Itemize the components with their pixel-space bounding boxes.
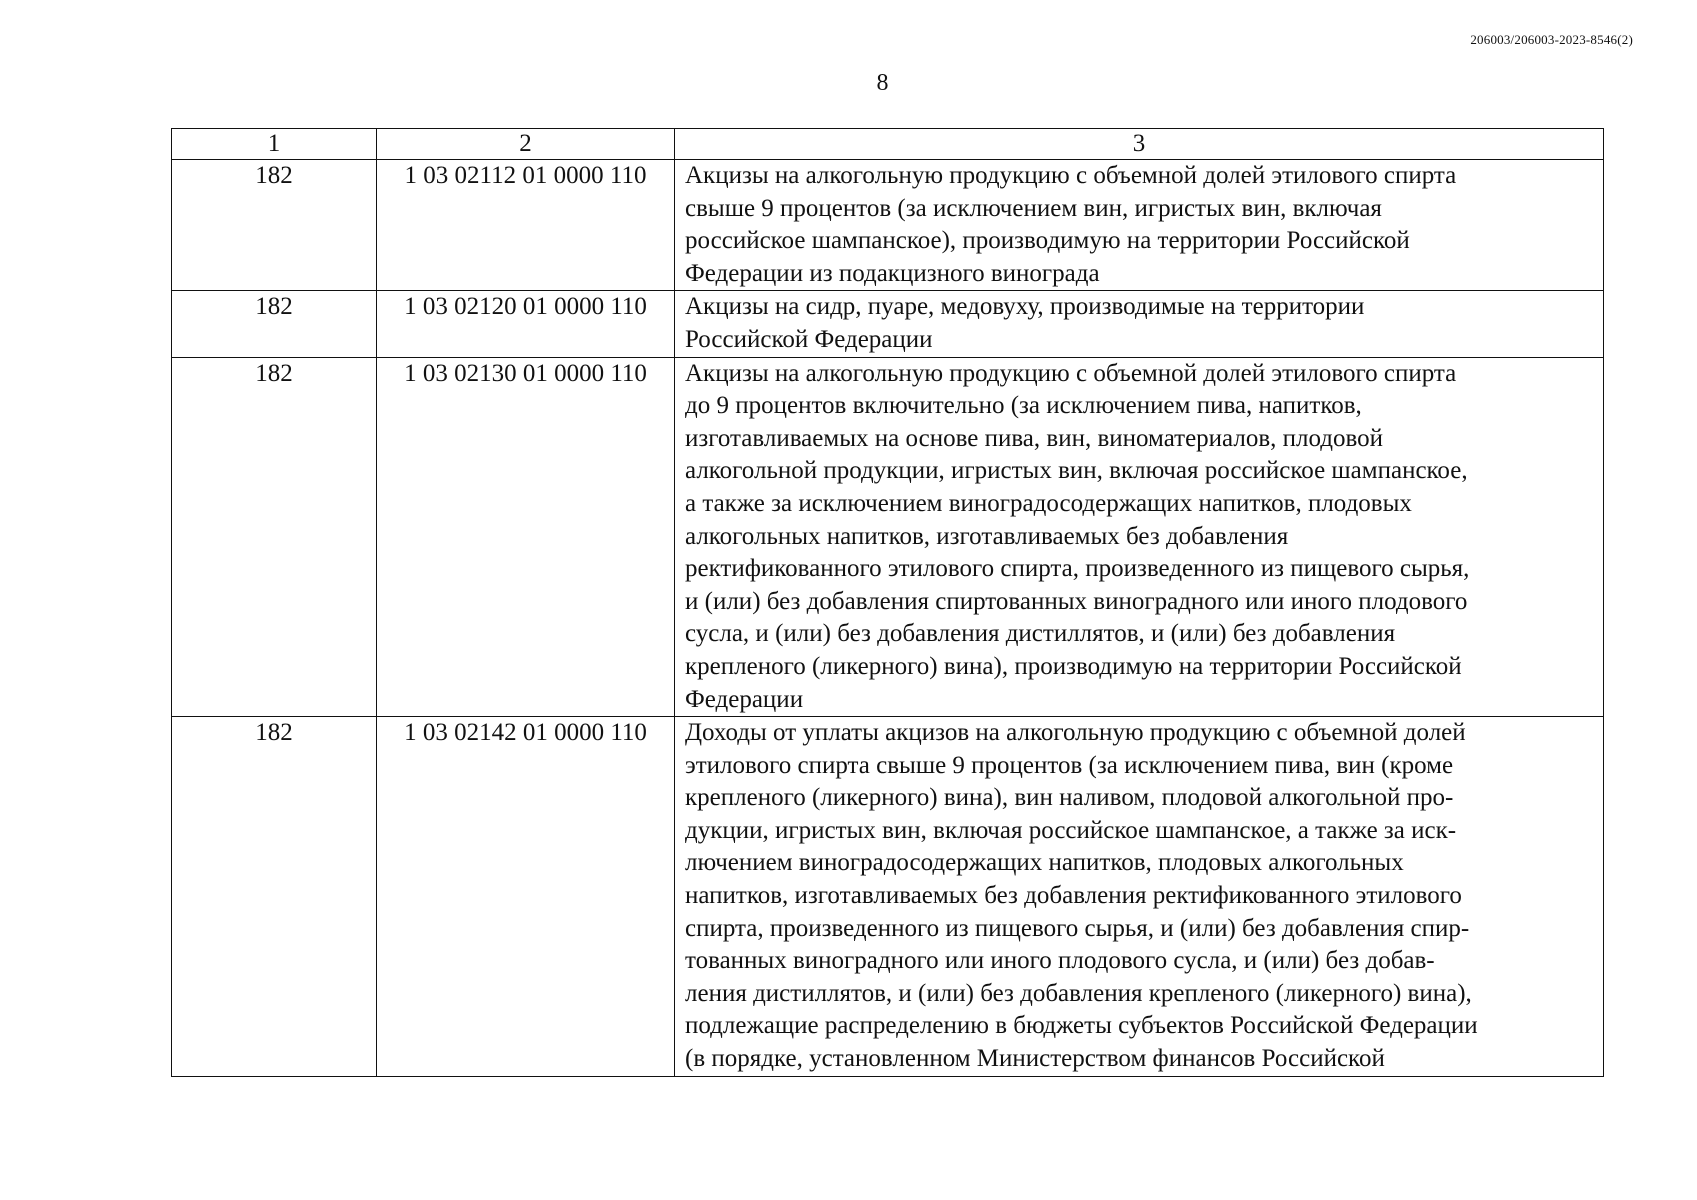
revenue-name-line: алкогольной продукции, игристых вин, включая российское шампанское, xyxy=(685,457,1468,485)
revenue-name-line: а также за исключением виноградосодержащих напитков, плодовых xyxy=(685,489,1412,517)
table-row xyxy=(172,357,1604,717)
revenue-name-line: (в порядке, установленном Министерством финансов Российской xyxy=(685,1045,1385,1073)
column-number-3: 3 xyxy=(675,129,1604,160)
administrator-code: 182 xyxy=(172,160,377,291)
revenue-name-line: изготавливаемых на основе пива, вин, виноматериалов, плодовой xyxy=(685,424,1384,452)
budget-classification-code: 1 03 02142 01 0000 110 xyxy=(377,717,675,1077)
revenue-name-line: Российской Федерации xyxy=(685,325,933,353)
revenue-name-line: напитков, изготавливаемых без добавления ректификованного этилового xyxy=(685,882,1462,910)
column-number-2: 2 xyxy=(377,129,675,160)
revenue-name-line: ректификованного этилового спирта, произведенного из пищевого сырья, xyxy=(685,555,1470,583)
revenue-name-line: Акцизы на алкогольную продукцию с объемной долей этилового спирта xyxy=(685,359,1457,387)
document-id: 206003/206003-2023-8546(2) xyxy=(1470,32,1633,47)
column-number-row xyxy=(172,129,1604,160)
administrator-code: 182 xyxy=(172,717,377,1077)
budget-codes-table xyxy=(171,128,1604,1077)
revenue-name-line: российское шампанское), производимую на территории Российской xyxy=(685,227,1410,255)
revenue-name-line: тованных виноградного или иного плодового сусла, и (или) без добав- xyxy=(685,947,1435,975)
revenue-name-line: дукции, игристых вин, включая российское шампанское, а также за иск- xyxy=(685,816,1457,844)
administrator-code: 182 xyxy=(172,291,377,357)
revenue-name-line: крепленого (ликерного) вина), вин наливом, плодовой алкогольной про- xyxy=(685,784,1454,812)
administrator-code: 182 xyxy=(172,357,377,717)
revenue-name-line: Акцизы на сидр, пуаре, медовуху, производимые на территории xyxy=(685,293,1365,321)
budget-classification-code: 1 03 02130 01 0000 110 xyxy=(377,357,675,717)
revenue-name-line: свыше 9 процентов (за исключением вин, игристых вин, включая xyxy=(685,194,1382,222)
revenue-name-line: ления дистиллятов, и (или) без добавления крепленого (ликерного) вина), xyxy=(685,979,1472,1007)
table-row xyxy=(172,291,1604,357)
revenue-name xyxy=(675,160,1604,291)
revenue-name xyxy=(675,291,1604,357)
revenue-name-line: сусла, и (или) без добавления дистиллятов, и (или) без добавления xyxy=(685,620,1396,648)
revenue-name-line: до 9 процентов включительно (за исключением пива, напитков, xyxy=(685,392,1362,420)
revenue-name-line: алкогольных напитков, изготавливаемых без добавления xyxy=(685,522,1289,550)
revenue-name-line: подлежащие распределению в бюджеты субъектов Российской Федерации xyxy=(685,1012,1478,1040)
revenue-name-line: Федерации xyxy=(685,685,804,713)
table-row xyxy=(172,160,1604,291)
revenue-name-line: этилового спирта свыше 9 процентов (за исключением пива, вин (кроме xyxy=(685,751,1454,779)
revenue-name-line: и (или) без добавления спиртованных виноградного или иного плодового xyxy=(685,587,1468,615)
revenue-name-line: Федерации из подакцизного винограда xyxy=(685,259,1100,287)
page-number: 8 xyxy=(876,70,889,96)
revenue-name-line: лючением виноградосодержащих напитков, плодовых алкогольных xyxy=(685,849,1404,877)
table-row xyxy=(172,717,1604,1077)
column-number-1: 1 xyxy=(172,129,377,160)
revenue-name xyxy=(675,717,1604,1077)
budget-classification-code: 1 03 02112 01 0000 110 xyxy=(377,160,675,291)
revenue-name-line: спирта, произведенного из пищевого сырья, и (или) без добавления спир- xyxy=(685,914,1470,942)
revenue-name-line: Акцизы на алкогольную продукцию с объемной долей этилового спирта xyxy=(685,162,1457,189)
revenue-name-line: Доходы от уплаты акцизов на алкогольную продукцию с объемной долей xyxy=(685,719,1466,747)
revenue-name-line: крепленого (ликерного) вина), производимую на территории Российской xyxy=(685,652,1462,680)
revenue-name xyxy=(675,357,1604,717)
budget-classification-code: 1 03 02120 01 0000 110 xyxy=(377,291,675,357)
